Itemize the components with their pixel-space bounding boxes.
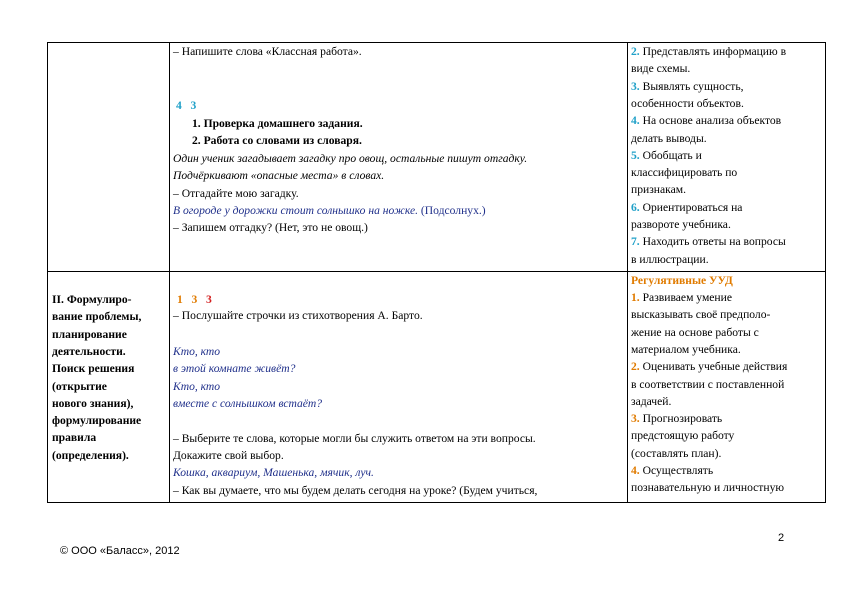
uud-line [631,378,784,392]
uud-number: 6. [631,200,640,214]
uud-text: Ориентироваться на [639,200,743,214]
uud-number: 3. [631,412,640,426]
uud-line [631,80,744,94]
stage-title-line: Поиск решения [52,362,135,376]
uud-line [631,447,721,461]
uud-line [631,149,702,163]
uud-text: Оценивать учебные действия [639,360,788,374]
words-line: Кошка, аквариум, Машенька, мячик, луч. [173,466,374,479]
stage-title-line: II. Формулиро- [52,293,132,306]
uud-heading: Регулятивные УУД [631,274,733,287]
activity-cell [170,43,628,272]
uud-line [631,308,770,322]
text-line: – Напишите слова «Классная работа». [173,45,362,58]
uud-number: 1. [631,291,640,304]
uud-text: Представлять информацию в [639,45,787,58]
uud-line [631,253,709,267]
stage-title-line: деятельности. [52,344,126,358]
uud-text: На основе анализа объектов [639,114,782,128]
slide-marker: 1 [177,293,183,306]
uud-text: предстоящую работу [631,429,735,443]
uud-line [631,412,722,426]
uud-number: 2. [631,45,640,58]
uud-number: 7. [631,235,640,249]
uud-line [631,183,686,197]
lesson-table [47,42,826,503]
uud-line [631,218,731,232]
stage-title-line: планирование [52,327,127,341]
table-row [48,272,826,503]
uud-line [631,429,734,443]
text-line: – Как вы думаете, что мы будем делать сегодня на уроке? (Будем учиться, [173,484,538,497]
uud-text: признакам. [631,183,686,197]
uud-line [631,360,787,374]
uud-text: Осуществлять [639,464,714,477]
riddle-line [173,204,486,218]
poem-line: Кто, кто [173,380,221,393]
uud-text: Прогнозировать [639,412,723,426]
uud-text: жение на основе работы с [631,325,759,339]
uud-number: 4. [631,464,640,477]
stage-title-line: правила [52,431,97,445]
slide-marker: 4 [176,99,182,112]
uud-line [631,291,732,305]
uud-line [631,97,744,111]
slide-marker: 3 [191,293,198,306]
uud-line [631,166,737,180]
uud-number: 2. [631,360,640,374]
uud-text: Находить ответы на вопросы [639,235,786,249]
poem-line: Кто, кто [173,345,221,358]
uud-line [631,343,741,357]
uud-line [631,235,786,249]
uud-text: высказывать своё предполо- [631,308,771,322]
uud-number: 5. [631,148,640,162]
uud-text: задачей. [631,394,672,408]
text-line: – Выберите те слова, которые могли бы служить ответом на эти вопросы. [173,432,536,445]
uud-text: Выявлять сущность, [639,79,744,93]
activity-cell [170,272,628,503]
uud-line [631,464,713,478]
uud-text: Обобщать и [639,148,702,162]
text-line: – Послушайте строчки из стихотворения А. Барто. [173,309,423,322]
stage-title-line: (открытие [52,379,107,393]
stage-title-line: (определения). [52,448,129,462]
uud-line [631,326,759,340]
text-line: Подчёркивают «опасные места» в словах. [173,169,385,182]
uud-text: познавательную и личностную [631,481,785,495]
uud-line [631,45,786,59]
poem-line: вместе с солнышком встаёт? [173,397,323,410]
uud-line [631,132,707,146]
uud-text: делать выводы. [631,131,707,145]
uud-text: (составлять план). [631,446,722,460]
uud-line [631,114,781,128]
uud-text: виде схемы. [631,62,691,76]
slide-marker: 3 [190,99,197,112]
stage-title-line: формулирование [52,414,142,428]
uud-line [631,62,690,76]
footer-copyright: © ООО «Баласс», 2012 [60,545,180,557]
uud-text: особенности объектов. [631,96,744,110]
uud-text: классифицировать по [631,166,738,180]
uud-text: Развиваем умение [639,291,732,304]
riddle-answer: (Подсолнух.) [418,204,486,217]
slide-markers [176,99,196,113]
uud-line [631,481,784,495]
riddle-text: В огороде у дорожки стоит солнышко на ножке. [173,204,419,217]
list-item: 2. Работа со словами из словаря. [192,134,362,147]
uud-number: 4. [631,114,640,128]
uud-text: в иллюстрации. [631,252,709,266]
table-row [48,43,826,272]
page-number: 2 [778,532,785,544]
uud-number: 3. [631,79,640,93]
stage-cell [48,272,170,503]
poem-line: в этой комнате живёт? [173,362,296,375]
text-line: Один ученик загадывает загадку про овощ, остальные пишут отгадку. [173,152,528,165]
slide-marker: 3 [206,293,212,306]
uud-cell [628,43,826,272]
text-line: – Запишем отгадку? (Нет, это не овощ.) [173,221,368,234]
uud-text: развороте учебника. [631,218,731,231]
uud-text: материалом учебника. [631,342,741,356]
slide-markers [177,293,212,307]
stage-title-line: вание проблемы, [52,310,142,324]
uud-cell [628,272,826,503]
uud-line [631,201,742,215]
text-line: Докажите свой выбор. [173,449,284,462]
stage-cell-empty [48,43,170,272]
uud-line [631,395,671,409]
uud-text: в соответствии с поставленной [631,377,785,391]
text-line: – Отгадайте мою загадку. [173,187,299,200]
list-item: 1. Проверка домашнего задания. [192,117,363,130]
stage-title-line: нового знания), [52,396,134,410]
